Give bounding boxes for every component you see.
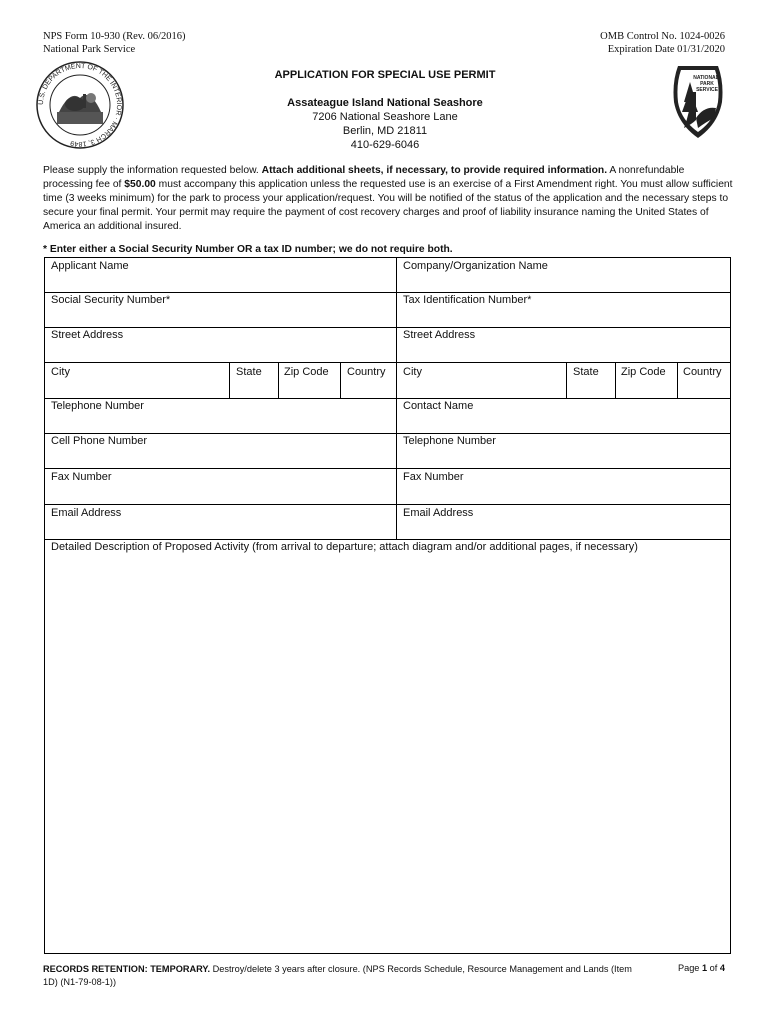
state-label-right: State — [573, 366, 599, 378]
park-phone: 410-629-6046 — [350, 139, 420, 151]
intro-attach-note: Attach additional sheets, if necessary, to provide required information. — [261, 165, 608, 176]
row-applicant — [45, 258, 730, 293]
contact-name-field[interactable] — [396, 398, 730, 433]
street-address-label-left: Street Address — [51, 329, 124, 341]
city-field-right[interactable] — [396, 362, 566, 398]
email-label-right: Email Address — [403, 507, 474, 519]
intro-text-1: Please supply the information requested below. — [43, 165, 262, 176]
state-field-left[interactable] — [229, 362, 278, 398]
telephone-label-right: Telephone Number — [403, 435, 496, 447]
fax-field-right[interactable] — [396, 468, 730, 504]
form-header-right — [600, 30, 725, 56]
row-city — [45, 362, 730, 399]
cell-phone-field[interactable] — [45, 433, 396, 468]
country-field-left[interactable] — [340, 362, 396, 398]
street-address-field-left[interactable] — [45, 327, 396, 362]
tax-id-label: Tax Identification Number* — [403, 294, 532, 306]
row-telephone — [45, 398, 730, 434]
svg-text:NATIONAL: NATIONAL — [693, 75, 719, 81]
email-label-left: Email Address — [51, 507, 122, 519]
city-label-right: City — [403, 366, 422, 378]
svg-text:PARK: PARK — [700, 81, 714, 87]
page-prefix: Page — [677, 963, 702, 973]
form-header-left — [43, 30, 186, 56]
fax-label-left: Fax Number — [51, 471, 112, 483]
expiration-date: Expiration Date 01/31/2020 — [607, 44, 725, 55]
state-label-left: State — [236, 366, 262, 378]
row-street — [45, 327, 730, 363]
page-total: 4 — [719, 963, 725, 973]
activity-description-field[interactable] — [45, 539, 730, 953]
intro-text-3: must accompany this application unless the requested use is an exercise of a First Amendment right. You must allow sufficient time (3 weeks minimum) for the park to process your application/request. You will be notified of the status of the application and the necessary steps to secure your final permit. Your permit may require the payment of cost recovery charges and proof of liability insurance naming the United States of America an additional insured. — [43, 179, 733, 232]
fax-field-left[interactable] — [45, 468, 396, 504]
row-email — [45, 504, 730, 540]
row-fax — [45, 468, 730, 505]
ssn-field[interactable] — [45, 292, 396, 327]
applicant-name-field[interactable] — [45, 258, 396, 292]
city-label-left: City — [51, 366, 70, 378]
zip-field-right[interactable] — [615, 362, 677, 398]
intro-text-2: A nonrefundable processing fee of — [43, 165, 685, 190]
svg-text:U.S. DEPARTMENT OF THE INTERIO: U.S. DEPARTMENT OF THE INTERIOR · MARCH 3, 1849 — [37, 62, 123, 148]
instructions-paragraph — [43, 164, 733, 234]
zip-field-left[interactable] — [278, 362, 340, 398]
ssn-note: * Enter either a Social Security Number OR a tax ID number; we do not require both. — [43, 244, 453, 255]
fax-label-right: Fax Number — [403, 471, 464, 483]
application-form-table — [44, 257, 731, 954]
processing-fee: $50.00 — [124, 179, 156, 190]
cell-phone-label: Cell Phone Number — [51, 435, 147, 447]
company-name-label: Company/Organization Name — [403, 260, 548, 272]
omb-control-number: OMB Control No. 1024-0026 — [600, 31, 725, 42]
telephone-label-left: Telephone Number — [51, 400, 144, 412]
zip-label-left: Zip Code — [284, 366, 329, 378]
email-field-right[interactable] — [396, 504, 730, 539]
form-title: APPLICATION FOR SPECIAL USE PERMIT — [274, 69, 496, 81]
country-label-right: Country — [683, 366, 722, 378]
state-field-right[interactable] — [566, 362, 615, 398]
retention-text: Destroy/delete 3 years after closure. (NPS Records Schedule, Resource Management and Lands (Item 1D) (N1-79-08-1)) — [43, 964, 632, 987]
activity-description-label: Detailed Description of Proposed Activity (from arrival to departure; attach diagram and/or additional pages, if necessary) — [51, 541, 638, 553]
park-address-line1: 7206 National Seashore Lane — [312, 111, 458, 123]
country-label-left: Country — [347, 366, 386, 378]
telephone-field-left[interactable] — [45, 398, 396, 433]
city-field-left[interactable] — [45, 362, 229, 398]
company-name-field[interactable] — [396, 258, 730, 292]
telephone-field-right[interactable] — [396, 433, 730, 468]
applicant-name-label: Applicant Name — [51, 260, 129, 272]
page-current: 1 — [701, 963, 708, 973]
contact-name-label: Contact Name — [403, 400, 474, 412]
row-cell-phone — [45, 433, 730, 469]
row-ssn — [45, 292, 730, 328]
form-number: NPS Form 10-930 (Rev. 06/2016) — [43, 31, 186, 42]
records-retention-note — [43, 963, 643, 989]
ssn-label: Social Security Number* — [51, 294, 171, 306]
svg-text:SERVICE: SERVICE — [696, 87, 718, 93]
agency-name: National Park Service — [43, 44, 136, 55]
title-block — [0, 68, 770, 152]
park-address-line2: Berlin, MD 21811 — [342, 125, 428, 137]
tax-id-field[interactable] — [396, 292, 730, 327]
street-address-label-right: Street Address — [403, 329, 476, 341]
country-field-right[interactable] — [677, 362, 730, 398]
page-number — [678, 963, 725, 973]
retention-label: RECORDS RETENTION: TEMPORARY. — [43, 964, 211, 974]
street-address-field-right[interactable] — [396, 327, 730, 362]
zip-label-right: Zip Code — [621, 366, 666, 378]
page-of: of — [707, 963, 720, 973]
email-field-left[interactable] — [45, 504, 396, 539]
park-name: Assateague Island National Seashore — [287, 97, 483, 109]
